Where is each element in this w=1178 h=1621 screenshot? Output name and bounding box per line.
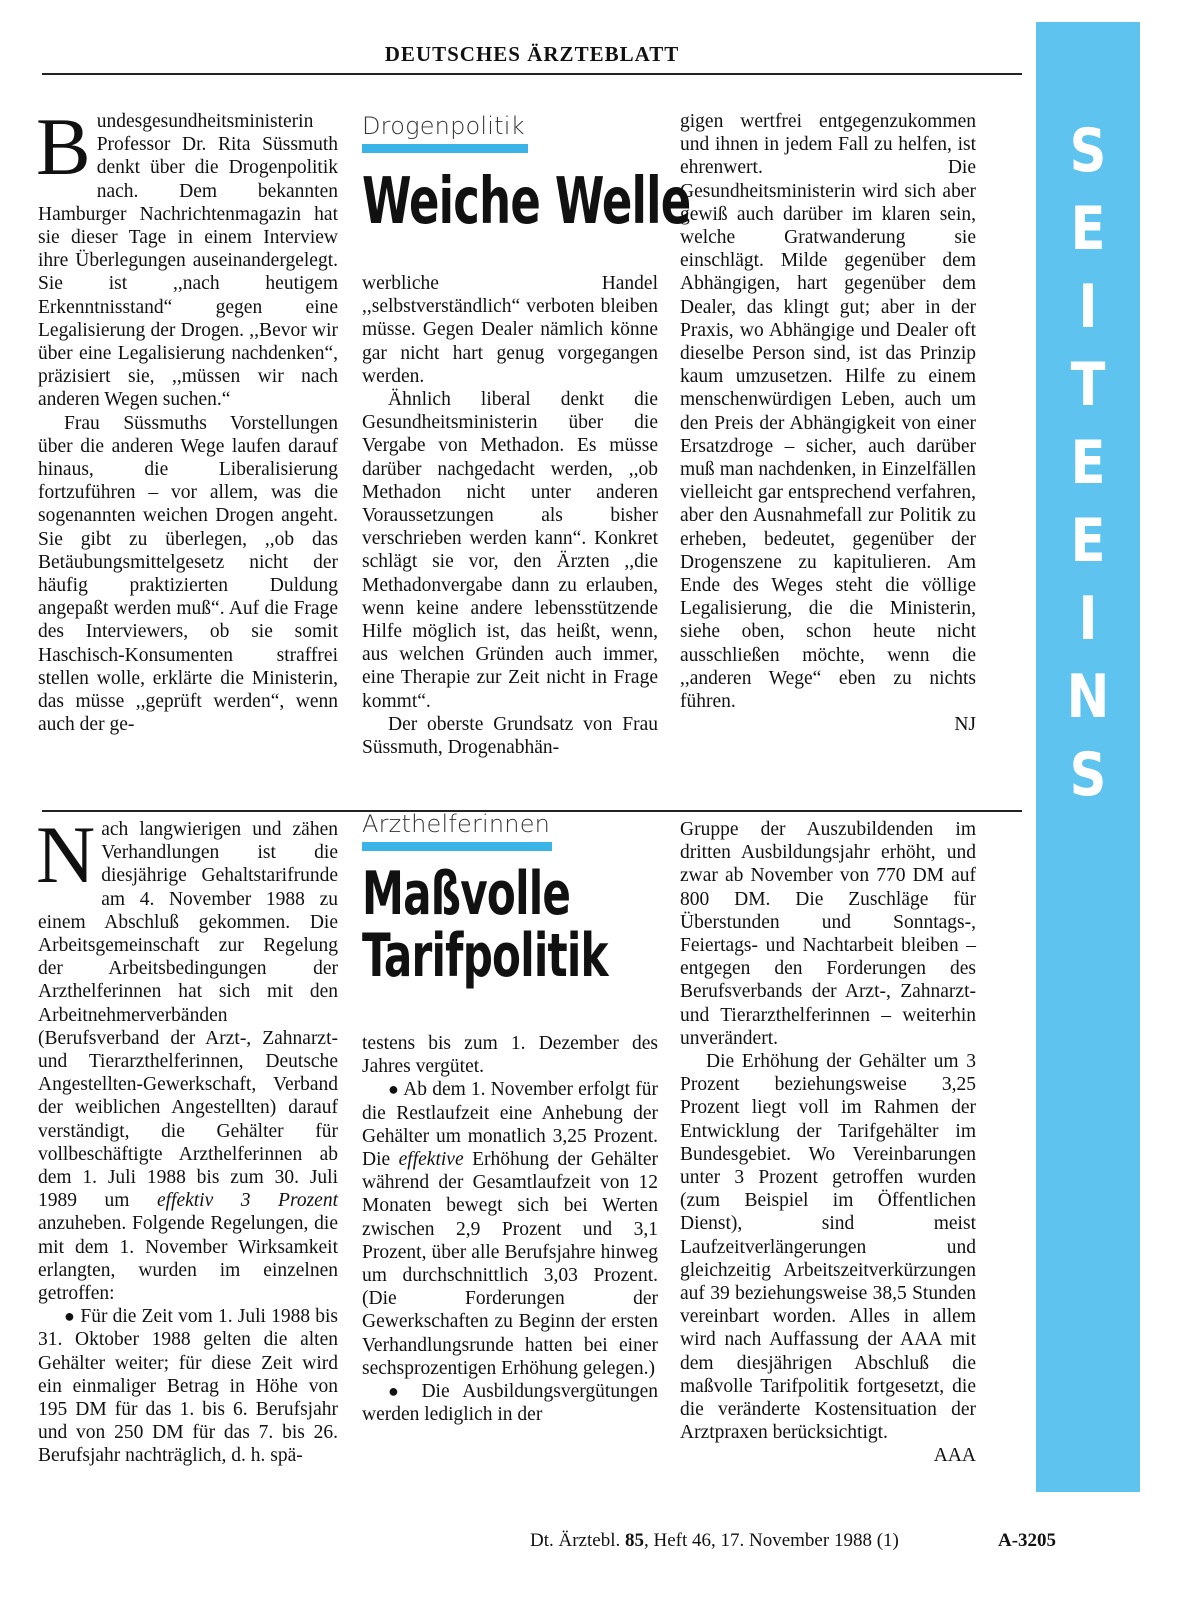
- bullet-icon: ●: [64, 1306, 76, 1327]
- article1-col2: [362, 272, 658, 759]
- article2-col2-p3: [362, 1380, 658, 1426]
- article2-col2-p1: testens bis zum 1. Dezember des Jahres vergütet.: [362, 1033, 658, 1078]
- article2-headline-line1: Maßvolle: [362, 859, 571, 929]
- sidebar-letter: I: [1078, 584, 1098, 654]
- masthead: DEUTSCHES ÄRZTEBLATT: [384, 42, 680, 66]
- article1-col3: [680, 110, 976, 736]
- article1-col1-p1: undesgesundheitsministerin Professor Dr. Rita Süssmuth denkt über die Drogenpolitik nach. Dem bekannten Hamburger Nachrichtenmagazin hat sie dieser Tage in einem Interview ihre Überlegungen auseinandergelegt. Sie ist ,,nach heutigem Erkenntnisstand“ gegen eine Legalisierung der Drogen. ,,Bevor wir über eine Legalisierung nachdenken“, präzisiert sie, ,,müssen wir nach anderen Wegen suchen.“: [38, 111, 338, 411]
- article2-col2-p2-emphasis: effektive: [398, 1149, 464, 1171]
- sidebar-letter: E: [1070, 194, 1106, 264]
- article1-col1: [36, 101, 338, 736]
- article2-dropcap: N: [36, 809, 96, 900]
- article2-col3: [680, 818, 976, 1468]
- footer-citation: [530, 1530, 899, 1552]
- sidebar-letter: E: [1070, 506, 1106, 576]
- article1-col2-p2: Ähnlich liberal denkt die Gesundheitsministerin über die Vergabe von Methadon. Es müsse darüber nachgedacht werden, ,,ob Methadon nicht unter anderen Voraussetzungen als bisher verschrieben werden kann“. Konkret schlägt sie vor, den Ärzten ,,die Methadonvergabe dann zu erlauben, wenn keine andere lebensstützende Hilfe möglich ist, das heißt, wenn, aus welchen Gründen auch immer, eine Therapie zur Zeit nicht in Frage kommt“.: [362, 389, 658, 712]
- article2-heading: [362, 810, 662, 991]
- article2-col3-p2: Die Erhöhung der Gehälter um 3 Prozent beziehungsweise 3,25 Prozent liegt voll im Rahmen der Entwicklung der Tarifgehälter im Bundesgebiet. Wo Vereinbarungen unter 3 Prozent getroffen wurden (zum Beispiel im Öffentlichen Dienst), sind meist Laufzeitverlängerungen und gleichzeitig Arbeitszeitverkürzungen auf 39 beziehungsweise 38,5 Stunden vereinbart worden. Alles in allem wird nach Auffassung der AAA mit dem diesjährigen Abschluß die maßvolle Tarifpolitik fortgesetzt, die die veränderte Kostensituation der Arztpraxen berücksichtigt.: [680, 1051, 976, 1444]
- sidebar-letter: N: [1066, 662, 1110, 732]
- article1-col1-p2: Frau Süssmuths Vorstellungen über die anderen Wege laufen darauf hinaus, die Liberalisierung fortzuführen – vor allem, was die sogenannten weichen Drogen angeht. Sie gibt zu überlegen, ,,ob das Betäubungsmittelgesetz nicht der häufig praktizierten Duldung angepaßt werden muß“. Auf die Frage des Interviewers, ob sie somit Haschisch-Konsumenten straffrei stellen wolle, erklärte die Ministerin, das müsse ,,geprüft werden“, wenn auch der ge-: [38, 412, 338, 736]
- sidebar-letter: T: [1070, 350, 1106, 420]
- bullet-icon: ●: [388, 1079, 400, 1100]
- article1-headline: Weiche Welle: [362, 165, 691, 239]
- article2-col2-p2: [362, 1078, 658, 1380]
- sidebar-letter: I: [1078, 272, 1098, 342]
- article2-headline-line2: Tarifpolitik: [362, 921, 608, 991]
- article1-heading: [362, 112, 691, 239]
- top-rule: [42, 73, 1022, 75]
- article2-col1: [36, 809, 339, 1468]
- article1-kicker: Drogenpolitik: [362, 112, 525, 140]
- article2-kicker: Arzthelferinnen: [362, 810, 551, 838]
- article2-col1-p1-emphasis: effektiv 3 Prozent: [156, 1190, 338, 1212]
- footer-journal: Dt. Ärztebl.: [530, 1530, 625, 1551]
- footer-page-number: A-3205: [998, 1530, 1057, 1551]
- article1-col3-p1: gigen wertfrei entgegenzukommen und ihnen in jedem Fall zu helfen, ist ehrenwert. Die Gesundheitsministerin wird sich aber gewiß auch darüber im klaren sein, welche Gratwanderung sie einschlägt. Milde gegenüber dem Abhängigen, hart gegenüber dem Dealer, das klingt gut; aber in der Praxis, wo Abhängige und Dealer oft dieselbe Person sind, ist das Prinzip kaum umzusetzen. Hilfe zu einem menschenwürdigen Leben, auch um den Preis der Abhängigkeit von einer Ersatzdroge – sicher, auch darüber muß man nachdenken, in Einzelfällen vielleicht gar entsprechend verfahren, aber den Ausnahmefall zur Politik zu erheben, bedeutet, gegenüber der Drogenszene zu kapitulieren. Am Ende des Weges steht die völlige Legalisierung, die die Ministerin, siehe oben, schon heute nicht ausschließen möchte, wenn die ,,anderen Wege“ eben zu nichts führen.: [680, 111, 976, 713]
- article2-col3-p1: Gruppe der Auszubildenden im dritten Ausbildungsjahr erhöht, und zwar ab November von 770 DM auf 800 DM. Die Zuschläge für Überstunden und Sonntags-, Feiertags- und Nachtarbeit bleiben – entgegen den Forderungen des Berufsverbands der Arzt-, Zahnarzt- und Tierarzthelferinnen – weiterhin unverändert.: [680, 819, 976, 1049]
- article2-col1-p2-text: Für die Zeit vom 1. Juli 1988 bis 31. Oktober 1988 gelten die alten Gehälter weiter; für diese Zeit wird ein einmaliger Betrag in Höhe von 195 DM für das 1. bis 6. Berufsjahr und von 250 DM für das 7. bis 26. Berufsjahr nachträglich, d. h. spä-: [38, 1306, 339, 1467]
- footer-volume: 85: [624, 1530, 644, 1551]
- article1-kicker-bar: [362, 144, 528, 153]
- article2-signature: AAA: [933, 1445, 976, 1467]
- article1-signature: NJ: [954, 714, 976, 736]
- article2-col1-p2: [38, 1305, 338, 1467]
- footer-issue: , Heft 46, 17. November 1988 (1): [643, 1530, 899, 1551]
- bullet-icon: ●: [388, 1381, 408, 1402]
- article2-col2-p2-tail: Erhöhung der Gehälter während der Gesamtlaufzeit von 12 Monaten bewegt sich bei Werten zwischen 2,9 Prozent und 3,1 Prozent, über alle Berufsjahre hinweg um durchschnittlich 3,03 Prozent. (Die Forderungen der Gewerkschaften zu Beginn der ersten Verhandlungsrunde hatten bei einer sechsprozentigen Erhöhung gelegen.): [362, 1149, 659, 1379]
- article2-col1-p1-text: ach langwierigen und zähen Verhandlungen ist die diesjährige Gehaltstarifrunde am 4. November 1988 zu einem Abschluß gekommen. Die Arbeitsgemeinschaft zur Regelung der Arbeitsbedingungen der Arzthelferinnen hat sich mit den Arbeitnehmerverbänden (Berufsverband der Arzt-, Zahnarzt- und Tierarzthelferinnen, Deutsche Angestellten-Gewerkschaft, Verband der weiblichen Angestellten) darauf verständigt, die Gehälter für vollbeschäftigte Arzthelferinnen ab dem 1. Juli 1988 bis zum 30. Juli 1989 um: [38, 819, 338, 1212]
- article1-col2-p3: Der oberste Grundsatz von Frau Süssmuth, Drogenabhän-: [362, 713, 658, 759]
- article2-col1-p1-tail: anzuheben. Folgende Regelungen, die mit dem 1. November Wirksamkeit erlangten, wurden im einzelnen getroffen:: [38, 1213, 338, 1305]
- article1-dropcap: B: [36, 101, 91, 192]
- sidebar-label: [1036, 112, 1140, 814]
- article2-col2: [362, 1032, 658, 1426]
- sidebar-letter: E: [1070, 428, 1106, 498]
- article1-col2-p1: werbliche Handel ,,selbstverständlich“ verboten bleiben müsse. Gegen Dealer nämlich könne gar nicht hart genug vorgegangen werden.: [362, 273, 658, 387]
- section-sidebar: [1036, 22, 1140, 1492]
- article2-col2-p3-text: Die Ausbildungsvergütungen werden lediglich in der: [362, 1381, 658, 1426]
- article2-kicker-bar: [362, 842, 552, 851]
- sidebar-letter: S: [1069, 116, 1107, 186]
- sidebar-letter: S: [1069, 740, 1107, 810]
- article2-col2-p2-text: Ab dem 1. November erfolgt für die Restlaufzeit eine Anhebung der Gehälter um monatlich 3,25 Prozent. Die: [362, 1079, 658, 1171]
